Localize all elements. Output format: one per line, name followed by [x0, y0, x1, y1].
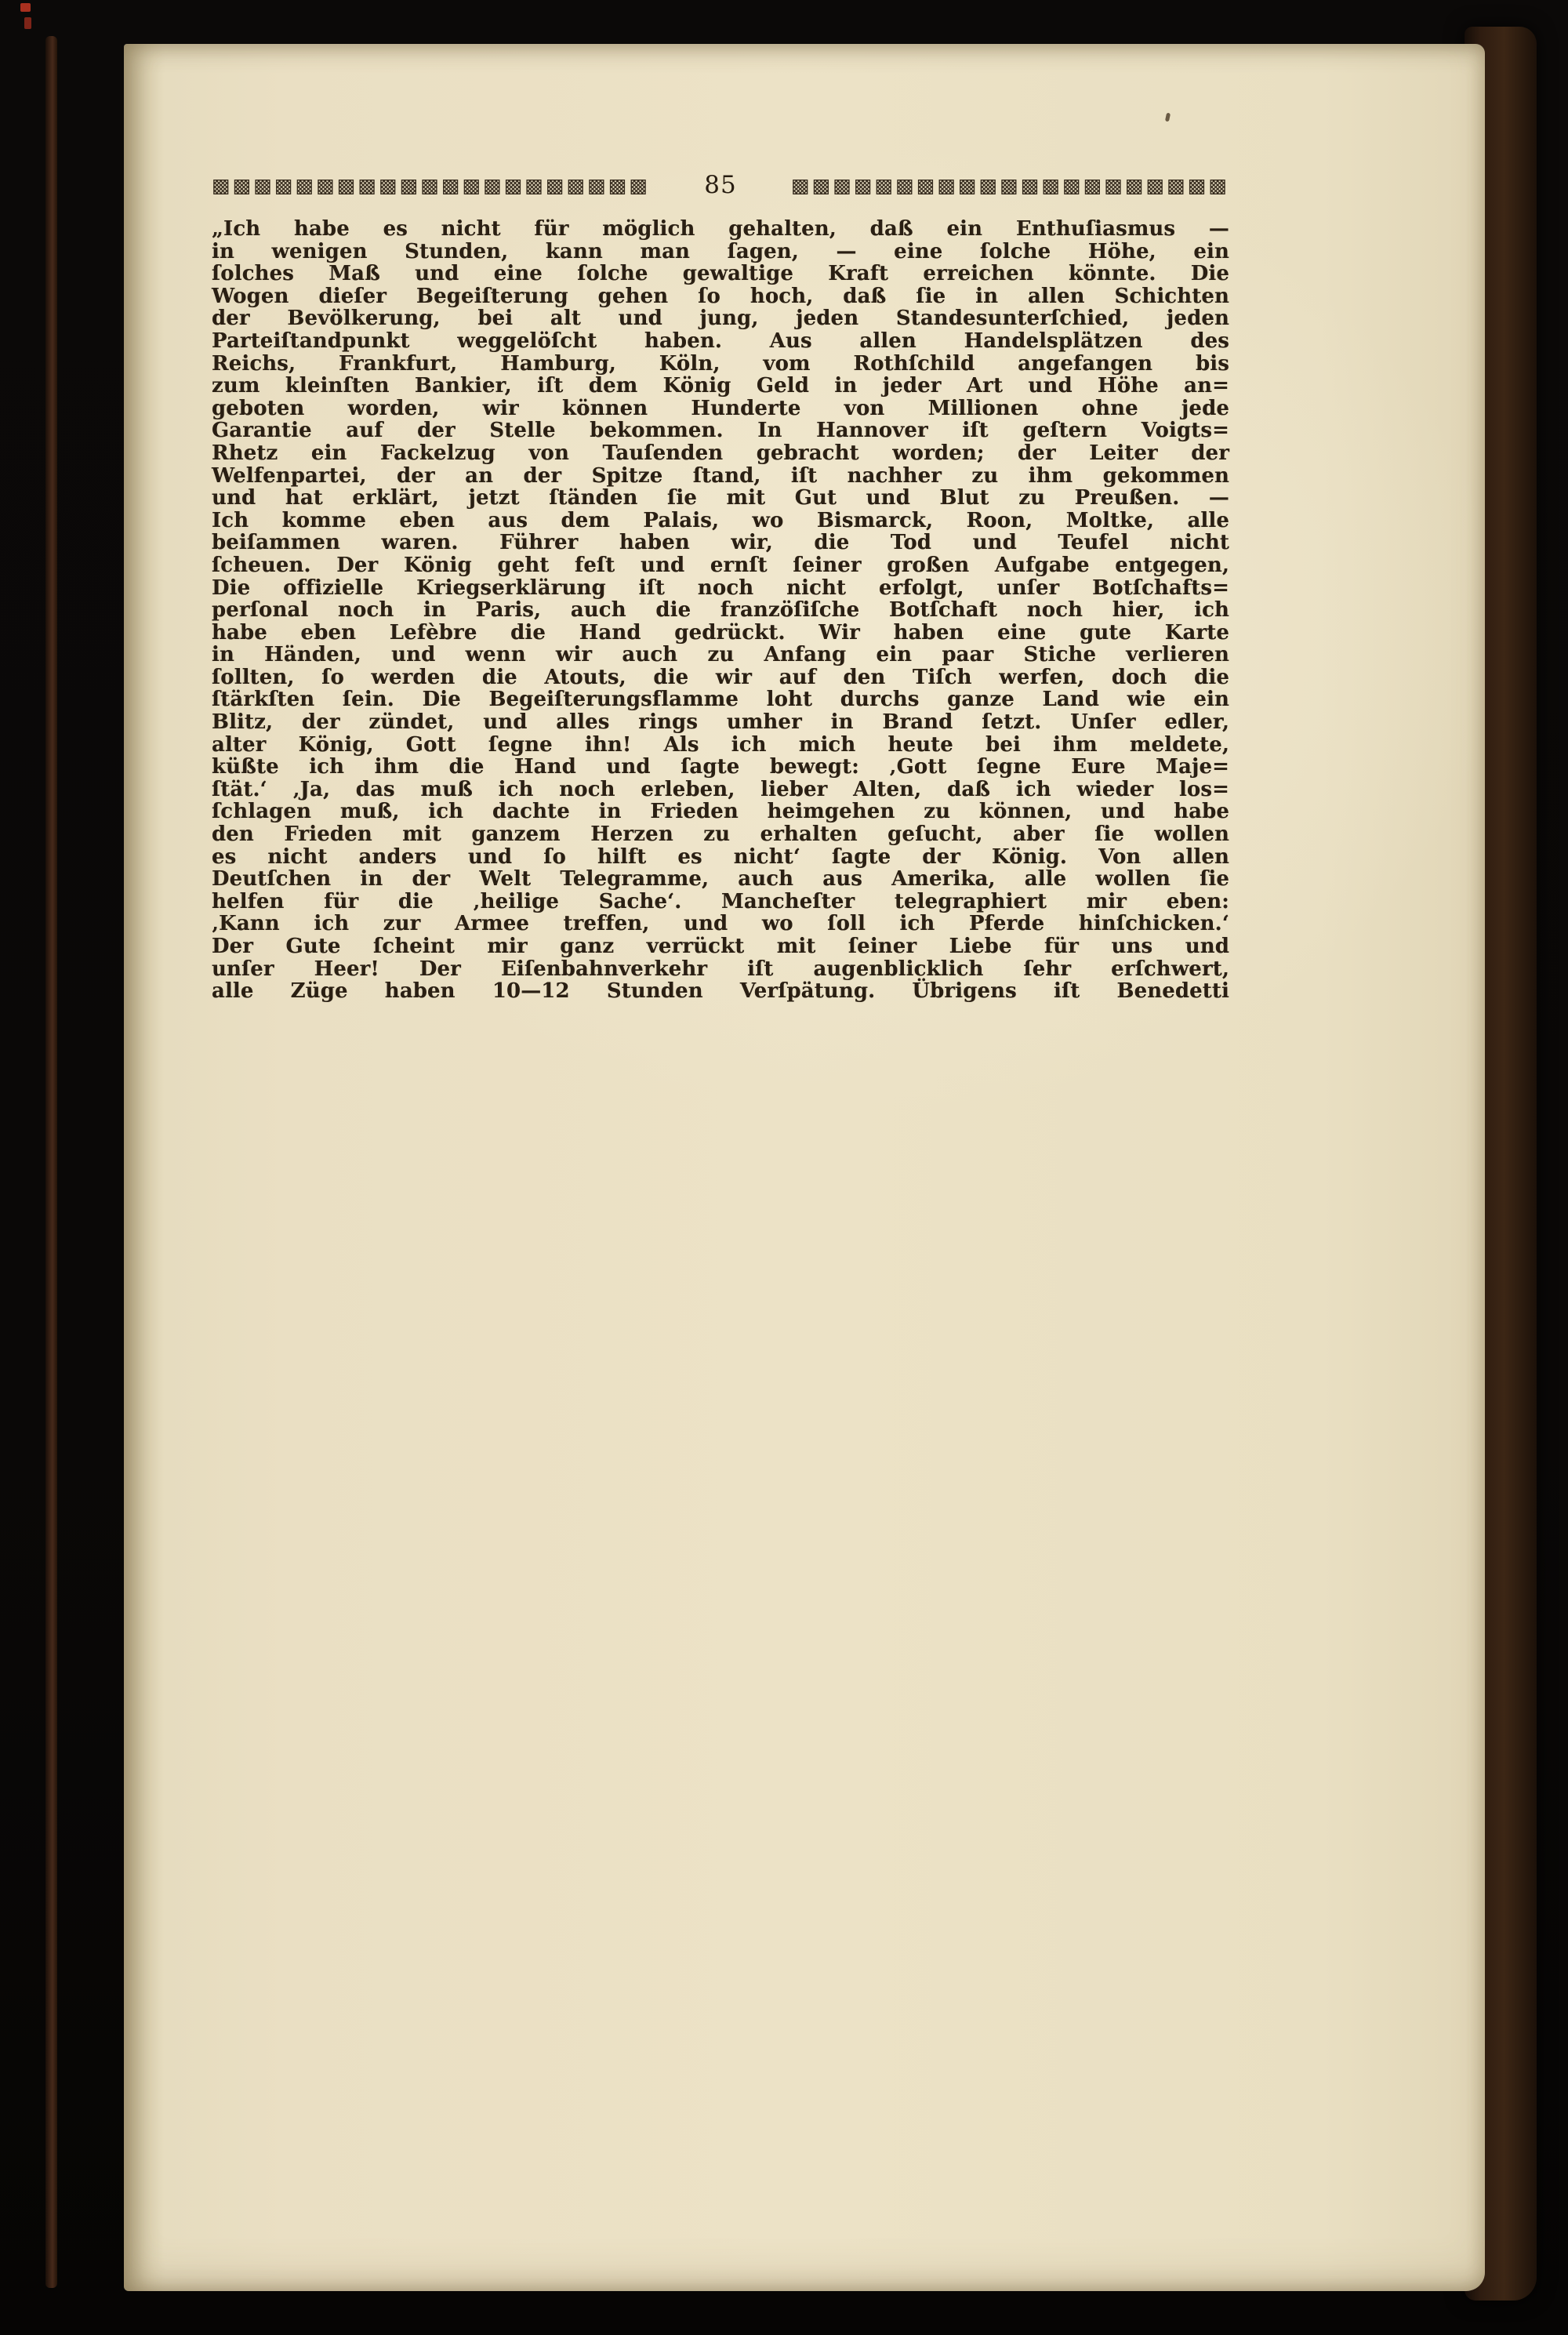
- text-line: Der Gute ſcheint mir ganz verrückt mit ſeiner Liebe für uns und: [212, 935, 1229, 958]
- text-line: küßte ich ihm die Hand und ſagte bewegt: ‚Gott ſegne Eure Maje=: [212, 755, 1229, 779]
- text-line: in wenigen Stunden, kann man ſagen, — eine ſolche Höhe, ein: [212, 239, 1229, 263]
- text-line: Ich komme eben aus dem Palais, wo Bismarck, Roon, Moltke, alle: [212, 508, 1229, 532]
- text-line: zum kleinſten Bankier, iſt dem König Geld in jeder Art und Höhe an=: [212, 374, 1229, 398]
- text-line: alle Züge haben 10—12 Stunden Verſpätung. Übrigens iſt Benedetti: [212, 979, 1229, 1004]
- text-line: ſollten, ſo werden die Atouts, die wir auf den Tiſch werfen, doch die: [212, 665, 1229, 689]
- text-line: Die offizielle Kriegserklärung iſt noch nicht erfolgt, unſer Botſchafts=: [212, 576, 1229, 600]
- text-line: Parteiſtandpunkt weggelöſcht haben. Aus allen Handelsplätzen des: [212, 329, 1229, 353]
- page-number: 85: [704, 171, 737, 199]
- text-line: beiſammen waren. Führer haben wir, die Tod und Teufel nicht: [212, 531, 1229, 555]
- text-line: alter König, Gott ſegne ihn! Als ich mich heute bei ihm meldete,: [212, 732, 1229, 757]
- red-archive-mark: [20, 3, 31, 12]
- body-text: [212, 218, 1229, 1003]
- red-archive-mark: [24, 17, 31, 29]
- text-line: Deutſchen in der Welt Telegramme, auch aus Amerika, alle wollen ſie: [212, 867, 1229, 892]
- page-content: [212, 172, 1229, 1003]
- ornament-band-left: ▩▩▩▩▩▩▩▩▩▩▩▩▩▩▩▩▩▩▩▩▩: [212, 175, 651, 195]
- text-line: habe eben Lefèbre die Hand gedrückt. Wir haben eine gute Karte: [212, 620, 1229, 645]
- text-line: perſonal noch in Paris, auch die franzöſiſche Botſchaft noch hier, ich: [212, 598, 1229, 623]
- text-line: der Bevölkerung, bei alt und jung, jeden Standesunterſchied, jeden: [212, 307, 1229, 331]
- text-line: ſolches Maß und eine ſolche gewaltige Kraft erreichen könnte. Die: [212, 262, 1229, 286]
- text-line: Blitz, der zündet, und alles rings umher in Brand ſetzt. Unſer edler,: [212, 710, 1229, 735]
- text-line: in Händen, und wenn wir auch zu Anfang ein paar Stiche verlieren: [212, 643, 1229, 667]
- ink-speck: [1165, 113, 1171, 122]
- text-line: den Frieden mit ganzem Herzen zu erhalten geſucht, aber ſie wollen: [212, 823, 1229, 847]
- text-line: ſcheuen. Der König geht feſt und ernſt ſeiner großen Aufgabe entgegen,: [212, 553, 1229, 577]
- text-line: es nicht anders und ſo hilft es nicht‘ ſagte der König. Von allen: [212, 844, 1229, 869]
- book-cover-edge-left: [45, 36, 57, 2288]
- text-line: geboten worden, wir können Hunderte von Millionen ohne jede: [212, 396, 1229, 420]
- text-line: ſchlagen muß, ich dachte in Frieden heimgehen zu können, und habe: [212, 800, 1229, 824]
- text-line: unſer Heer! Der Eiſenbahnverkehr iſt augenblicklich ſehr erſchwert,: [212, 957, 1229, 981]
- text-line: Rhetz ein Fackelzug von Tauſenden gebracht worden; der Leiter der: [212, 441, 1229, 465]
- text-line: ſtärkſten ſein. Die Begeiſterungsflamme loht durchs ganze Land wie ein: [212, 688, 1229, 712]
- text-line: ‚Kann ich zur Armee treffen, und wo ſoll ich Pferde hinſchicken.‘: [212, 912, 1229, 936]
- page-header: [212, 172, 1229, 198]
- text-line: Reichs, Frankfurt, Hamburg, Köln, vom Rothſchild angefangen bis: [212, 351, 1229, 376]
- book-page: [124, 44, 1485, 2291]
- text-line: „Ich habe es nicht für möglich gehalten, daß ein Enthuſiasmus —: [212, 217, 1229, 241]
- ornament-band-right: ▩▩▩▩▩▩▩▩▩▩▩▩▩▩▩▩▩▩▩▩▩: [790, 175, 1230, 195]
- page-edge-stack: [58, 53, 125, 2283]
- text-line: und hat erklärt, jetzt ſtänden ſie mit Gut und Blut zu Preußen. —: [212, 486, 1229, 510]
- text-line: Welfenpartei, der an der Spitze ſtand, iſt nachher zu ihm gekommen: [212, 463, 1229, 488]
- text-line: helfen für die ‚heilige Sache‘. Mancheſter telegraphiert mir eben:: [212, 889, 1229, 913]
- text-line: Garantie auf der Stelle bekommen. In Hannover iſt geſtern Voigts=: [212, 419, 1229, 443]
- text-line: Wogen dieſer Begeiſterung gehen ſo hoch, daß ſie in allen Schichten: [212, 284, 1229, 308]
- text-line: ſtät.‘ ‚Ja, das muß ich noch erleben, lieber Alten, daß ich wieder los=: [212, 777, 1229, 801]
